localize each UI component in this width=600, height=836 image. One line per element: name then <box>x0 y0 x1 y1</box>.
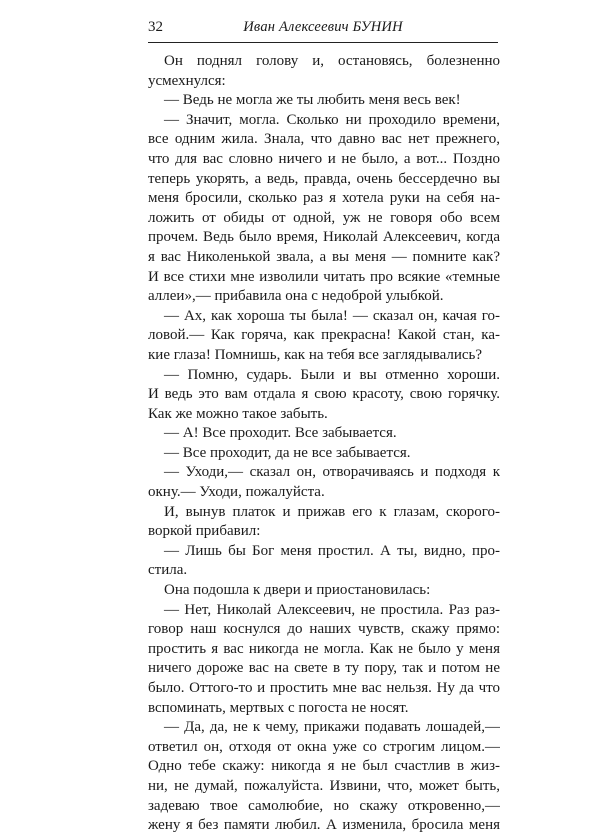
text-line: — Ах, как хороша ты была! — сказал он, качая го- <box>164 307 500 324</box>
text-body <box>148 52 500 836</box>
text-line: стила. <box>148 562 188 579</box>
text-line: аллеи»,— прибавила она с недоброй улыбкой. <box>148 288 444 305</box>
text-line: ложить от обиды от одной, уж не говоря обо всем <box>148 209 500 226</box>
text-line: Как же можно такое забыть. <box>148 405 328 422</box>
text-line: — Ведь не могла же ты любить меня весь век! <box>164 92 461 109</box>
text-line: что для вас словно ничего и не было, а вот... Поздно <box>148 150 500 167</box>
text-line: — Нет, Николай Алексеевич, не простила. Раз раз- <box>164 601 500 618</box>
text-line: воркой прибавил: <box>148 523 261 540</box>
text-line: И все стихи мне изволили читать про всякие «темные <box>148 268 500 285</box>
page-number: 32 <box>148 19 163 35</box>
text-line: окну.— Уходи, пожалуйста. <box>148 484 325 501</box>
text-line: кие глаза! Помнишь, как на тебя все заглядывались? <box>148 346 483 363</box>
text-line: прочем. Ведь было время, Николай Алексеевич, когда <box>148 229 500 246</box>
text-line: говор наш коснулся до наших чувств, скажу прямо: <box>148 621 500 638</box>
text-line: ответил он, отходя от окна уже со строгим лицом.— <box>148 738 500 755</box>
text-line: Одно тебе скажу: никогда я не был счастлив в жиз- <box>148 758 500 775</box>
text-line: все одним жила. Знала, что давно вас нет прежнего, <box>148 131 500 148</box>
text-line: — Уходи,— сказал он, отворачиваясь и подходя к <box>164 464 500 481</box>
text-line: Она подошла к двери и приостановилась: <box>164 582 431 599</box>
page-header <box>148 12 498 43</box>
text-line: жену я без памяти любил. А изменила, бросила меня <box>148 817 500 834</box>
text-line: меня бросили, сколько раз я хотела руки на себя на- <box>148 190 500 207</box>
text-line: — Да, да, не к чему, прикажи подавать лошадей,— <box>164 719 500 736</box>
text-line: — Значит, могла. Сколько ни проходило времени, <box>164 111 500 128</box>
text-line: И ведь это вам отдала я свою красоту, свою горячку. <box>148 386 500 403</box>
text-line: ни, не думай, пожалуйста. Извини, что, может быть, <box>148 777 500 794</box>
text-line: задеваю твое самолюбие, но скажу откровенно,— <box>148 797 500 814</box>
text-line: теперь укорять, а ведь, правда, очень бессердечно вы <box>148 170 500 187</box>
text-line: я вас Николенькой звала, а вы меня — помните как? <box>148 248 500 265</box>
text-line: было. Оттого-то и простить мне вас нельзя. Ну да что <box>148 680 500 696</box>
text-line: усмехнулся: <box>148 72 226 89</box>
running-title: Иван Алексеевич БУНИН <box>243 19 403 35</box>
text-line: вспоминать, мертвых с погоста не носят. <box>148 699 409 716</box>
text-line: Он поднял голову и, остановясь, болезненно <box>164 53 500 69</box>
text-line: — Все проходит, да не все забывается. <box>164 444 411 461</box>
text-line: — А! Все проходит. Все забывается. <box>164 425 397 442</box>
text-line: — Помню, сударь. Были и вы отменно хороши. <box>164 366 500 383</box>
text-line: — Лишь бы Бог меня простил. А ты, видно, про- <box>164 542 500 559</box>
text-line: ловой.— Как горяча, как прекрасна! Какой стан, ка- <box>148 327 500 344</box>
text-line: ничего дороже вас на свете в ту пору, так и потом не <box>148 660 500 677</box>
text-line: простить я вас никогда не могла. Как не было у меня <box>148 640 500 657</box>
text-line: И, вынув платок и прижав его к глазам, скорого- <box>164 503 500 520</box>
